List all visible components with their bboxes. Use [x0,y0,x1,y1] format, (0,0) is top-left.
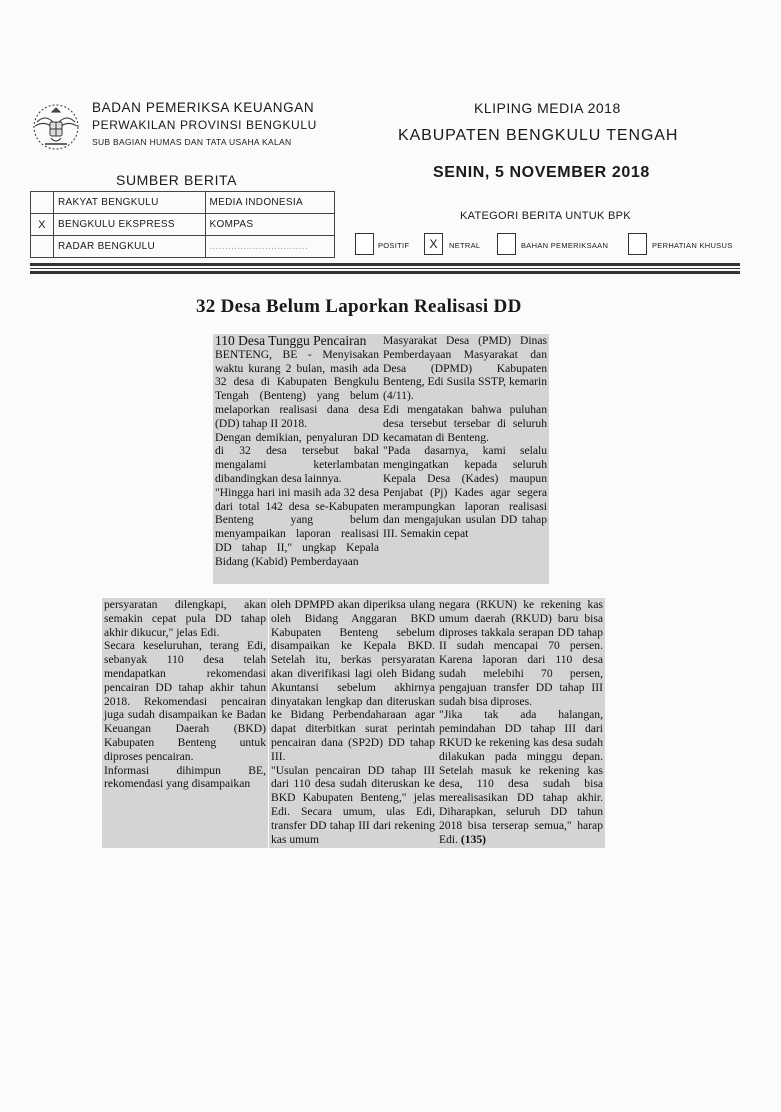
article-headline: 32 Desa Belum Laporkan Realisasi DD [196,296,522,317]
paragraph: "Hingga hari ini masih ada 32 desa dari total 142 desa se-Kabupaten Benteng yang belum menyampaikan laporan realisasi DD tahap II," ungkap Kepala Bidang (Kabid) Pemberdayaan [215,485,379,568]
article-subhead: 110 Desa Tunggu Pencairan [215,333,367,348]
source-row [31,236,335,258]
paragraph: negara (RKUN) ke rekening kas umum daerah (RKUD) baru bisa diproses takkala serapan DD tahap II sudah mencapai 70 persen. Karena laporan dari 110 desa sudah melebihi 70 persen, pengajuan transfer DD tahap III sudah bisa diproses. [439,598,603,708]
paragraph: persyaratan dilengkapi, akan semakin cepat pula DD tahap akhir dikucur," jelas Edi. [104,598,266,639]
article-column-1 [213,334,381,584]
byline: (135) [460,832,487,846]
paragraph-text: "Jika tak ada halangan, pemindahan DD tahap III dari RKUD ke rekening kas desa sudah dilakukan pada minggu depan. Setelah masuk ke rekening kas desa, 110 desa sudah bisa merealisasikan DD tahap akhir. Diharapkan, seluruh DD tahun 2018 bisa terserap semua," harap Edi. [439,708,603,846]
sources-title: SUMBER BERITA [116,172,238,188]
label-bahan-pemeriksaan: BAHAN PEMERIKSAAN [521,241,609,250]
source-left: RAKYAT BENGKULU [54,192,206,214]
institution-name: BADAN PEMERIKSA KEUANGAN [92,100,315,115]
region-title: KABUPATEN BENGKULU TENGAH [398,127,679,144]
label-positif: POSITIF [378,241,410,250]
source-right: KOMPAS [205,214,334,236]
article-column-3 [102,598,268,848]
article-column-2 [381,334,549,584]
branch-name: PERWAKILAN PROVINSI BENGKULU [92,118,317,132]
article-column-5 [437,598,605,848]
divider [30,271,740,274]
checkbox-netral[interactable]: X [424,233,443,255]
kliping-title: KLIPING MEDIA 2018 [474,100,621,116]
division-name: SUB BAGIAN HUMAS DAN TATA USAHA KALAN [92,137,292,147]
clip-date: SENIN, 5 NOVEMBER 2018 [433,164,650,181]
checkbox-bahan-pemeriksaan[interactable] [497,233,516,255]
paragraph: "Pada dasarnya, kami selalu mengingatkan kepada seluruh Kepala Desa (Kades) maupun Penjabat (Pj) Kades agar segera merampungkan laporan realisasi dan mengajukan usulan DD tahap III. Semakin cepat [383,444,547,541]
source-mark [31,236,54,258]
category-title: KATEGORI BERITA UNTUK BPK [460,210,631,222]
sources-table [30,191,335,258]
source-mark: X [31,214,54,236]
paragraph: Dengan demikian, penyaluran DD di 32 desa tersebut bakal mengalami keterlambatan dibandingkan desa lainnya. [215,430,379,485]
article-column-4 [269,598,437,848]
paragraph: Informasi dihimpun BE, rekomendasi yang disampaikan [104,763,266,791]
label-perhatian-khusus: PERHATIAN KHUSUS [652,241,733,250]
source-left: BENGKULU EKSPRESS [54,214,206,236]
paragraph: oleh DPMPD akan diperiksa ulang oleh Bidang Anggaran BKD Kabupaten Benteng sebelum disampaikan ke Kepala BKD. Setelah itu, berkas persyaratan akan diverifikasi lagi oleh Bidang Akuntansi sebelum akhirnya dinyatakan lengkap dan diteruskan ke Bidang Perbendaharaan agar dapat diterbitkan surat perintah pencairan dana (SP2D) DD tahap III. [271,598,435,763]
paragraph: Masyarakat Desa (PMD) Dinas Pemberdayaan Masyarakat dan Desa (DPMD) Kabupaten Benteng, Edi Susila SSTP, kemarin (4/11). [383,334,547,403]
label-netral: NETRAL [449,241,481,250]
checkbox-perhatian-khusus[interactable] [628,233,647,255]
source-right: ................................ [205,236,334,258]
source-right: MEDIA INDONESIA [205,192,334,214]
source-row [31,214,335,236]
divider [30,263,740,266]
divider [30,268,740,269]
source-mark [31,192,54,214]
source-row [31,192,335,214]
bpk-garuda-emblem-icon [27,96,85,154]
source-left: RADAR BENGKULU [54,236,206,258]
paragraph: BENTENG, BE - Menyisakan waktu kurang 2 bulan, masih ada 32 desa di Kabupaten Bengkulu Tengah (Benteng) yang belum melaporkan realisasi dana desa (DD) tahap II 2018. [215,347,379,430]
checkbox-positif[interactable] [355,233,374,255]
paragraph: Edi mengatakan bahwa puluhan desa tersebut tersebar di seluruh kecamatan di Benteng. [383,402,547,444]
paragraph: "Usulan pencairan DD tahap III dari 110 desa sudah diteruskan ke BKD Kabupaten Benteng," jelas Edi. Secara umum, ulas Edi, transfer DD tahap III dari rekening kas umum [271,763,435,846]
paragraph [439,708,603,846]
paragraph: Secara keseluruhan, terang Edi, sebanyak 110 desa telah mendapatkan rekomendasi pencairan DD tahap akhir tahun 2018. Rekomendasi pencairan juga sudah disampaikan ke Badan Keuangan Daerah (BKD) Kabupaten Benteng untuk diproses pencairan. [104,639,266,763]
